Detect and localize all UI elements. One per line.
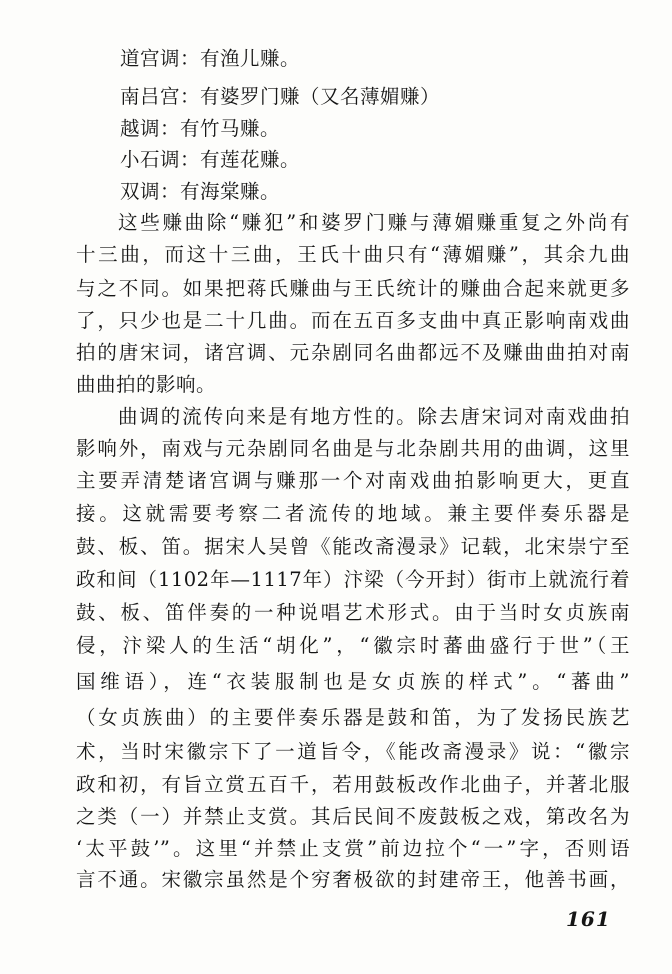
text-line: 之类（一）并禁止支赏。其后民间不废鼓板之戏，第改名为 [76, 805, 630, 828]
text-line: 十三曲，而这十三曲，王氏十曲只有“薄媚赚”，其余九曲 [76, 243, 630, 266]
text-line: 与之不同。如果把蒋氏赚曲与王氏统计的赚曲合起来就更多 [76, 277, 630, 300]
text-line: 拍的唐宋词，诸宫调、元杂剧同名曲都远不及赚曲曲拍对南 [76, 341, 630, 364]
text-line: 影响外，南戏与元杂剧同名曲是与北杂剧共用的曲调，这里 [76, 437, 630, 460]
text-line: 言不通。宋徽宗虽然是个穷奢极欲的封建帝王，他善书画， [76, 868, 630, 891]
text-line: 国维语），连“衣装服制也是女贞族的样式”。“蕃曲” [76, 670, 630, 693]
list-item: 南吕宫：有婆罗门赚（又名薄媚赚） [120, 85, 441, 108]
text-line: （女贞族曲）的主要伴奏乐器是鼓和笛，为了发扬民族艺 [76, 706, 630, 729]
text-line: 这些赚曲除“赚犯”和婆罗门赚与薄媚赚重复之外尚有 [118, 211, 630, 234]
text-line: 接。这就需要考察二者流传的地域。兼主要伴奏乐器是 [76, 502, 630, 525]
text-line: 政和初，有旨立赏五百千，若用鼓板改作北曲子，并著北服 [76, 773, 630, 796]
text-line: 曲调的流传向来是有地方性的。除去唐宋词对南戏曲拍 [118, 405, 630, 428]
list-item: 小石调：有莲花赚。 [120, 148, 301, 171]
text-line: 曲曲拍的影响。 [76, 373, 217, 396]
text-line: 政和间（1102年—1117年）汴梁（今开封）街市上就流行着 [76, 568, 630, 591]
text-line: 鼓、板、笛。据宋人吴曾《能改斋漫录》记载，北宋崇宁至 [76, 535, 630, 558]
list-item: 双调：有海棠赚。 [120, 180, 281, 203]
text-line: ‘太平鼓’”。这里“并禁止支赏”前边拉个“一”字，否则语 [76, 837, 630, 860]
list-item: 越调：有竹马赚。 [120, 117, 281, 140]
text-line: 侵，汴梁人的生活“胡化”，“徽宗时蕃曲盛行于世”（王 [76, 634, 630, 657]
text-line: 术，当时宋徽宗下了一道旨令，《能改斋漫录》说：“徽宗 [76, 740, 630, 763]
list-item: 道宫调：有渔儿赚。 [120, 47, 301, 70]
page-number: 161 [566, 907, 611, 931]
text-line: 了，只少也是二十几曲。而在五百多支曲中真正影响南戏曲 [76, 309, 630, 332]
text-line: 主要弄清楚诸宫调与赚那一个对南戏曲拍影响更大，更直 [76, 469, 630, 492]
text-line: 鼓、板、笛伴奏的一种说唱艺术形式。由于当时女贞族南 [76, 601, 630, 624]
